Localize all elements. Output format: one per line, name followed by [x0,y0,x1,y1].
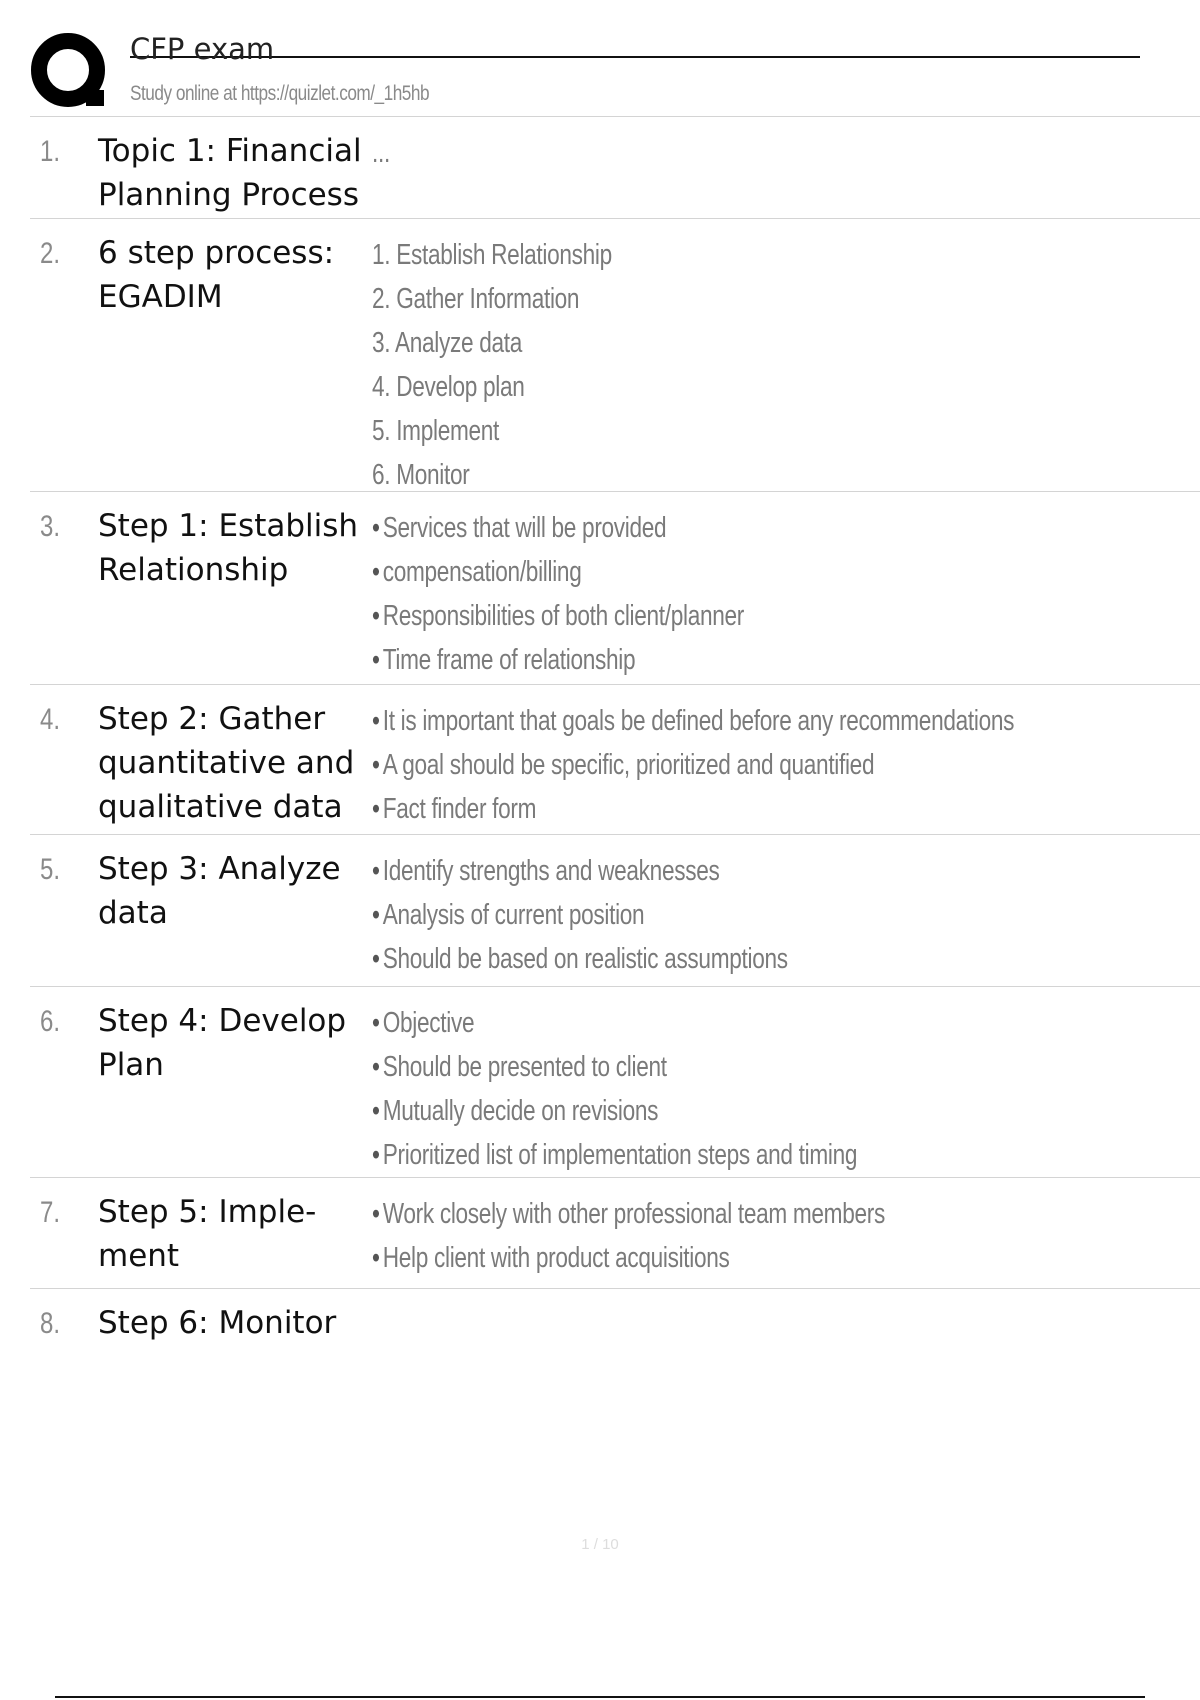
bullet-icon: • [372,644,380,676]
definition-text: Mutually decide on revisions [382,1095,659,1127]
definition-text: Time frame of relationship [382,644,636,676]
quizlet-q-logo-icon [30,32,110,112]
definition-text: 3. Analyze data [372,327,523,359]
header-rule [130,56,1140,58]
card-term: Step 4: Develop Plan [98,1003,347,1083]
definition-text: Responsibilities of both client/planner [382,600,745,632]
flashcard-row [30,117,1200,219]
flashcard-row [30,685,1200,835]
definition-line [372,1089,1019,1133]
card-definition [372,1001,1200,1177]
card-number: 1. [40,135,61,168]
footer-rule [55,1696,1145,1698]
card-term: Step 2: Gather quantitative and qualitative data [98,701,355,825]
card-definition [372,506,1200,682]
flashcard-row [30,219,1200,492]
bullet-icon: • [372,512,380,544]
bullet-icon: • [372,600,380,632]
card-definition [372,849,1200,981]
card-number: 4. [40,703,61,736]
bullet-icon: • [372,899,380,931]
card-number: 3. [40,510,61,543]
card-term: Step 3: Analyze data [98,851,341,931]
definition-line [372,937,1019,981]
card-definition [372,233,1200,497]
definition-text: 6. Monitor [372,459,470,491]
flashcard-row [30,1289,1200,1409]
definition-line [372,893,1019,937]
card-definition [372,131,1200,175]
bullet-icon: • [372,943,380,975]
definition-text: Services that will be provided [382,512,667,544]
definition-text: It is important that goals be defined before any recommendations [382,705,1015,737]
definition-line [372,365,1019,409]
bullet-icon: • [372,705,380,737]
definition-text: 5. Implement [372,415,500,447]
definition-line [372,787,1019,831]
card-number: 8. [40,1307,61,1340]
definition-line [372,233,1019,277]
card-term: Step 5: Imple- ment [98,1194,317,1274]
card-number: 2. [40,237,61,270]
bullet-icon: • [372,1242,380,1274]
definition-text: A goal should be specific, prioritized and quantified [382,749,875,781]
card-term: 6 step process: EGADIM [98,235,335,315]
definition-line [372,321,1019,365]
definition-line [372,453,1019,497]
definition-text: 2. Gather Information [372,283,580,315]
flashcard-row [30,492,1200,685]
definition-text: 1. Establish Relationship [372,239,612,271]
definition-line [372,1133,1019,1177]
bullet-icon: • [372,1198,380,1230]
definition-text: Should be based on realistic assumptions [382,943,788,975]
definition-line [372,743,1019,787]
definition-text: Should be presented to client [382,1051,667,1083]
definition-line [372,1045,1019,1089]
definition-text: Analysis of current position [382,899,645,931]
page-indicator: 1 / 10 [581,1536,619,1553]
definition-text: Help client with product acquisitions [382,1242,730,1274]
card-term: Step 1: Establish Relationship [98,508,359,588]
definition-line [372,1236,1019,1280]
bullet-icon: • [372,749,380,781]
definition-text: Objective [382,1007,475,1039]
flashcard-row [30,1178,1200,1289]
page-header [30,30,1140,116]
definition-text: Identify strengths and weaknesses [382,855,720,887]
definition-line [372,277,1019,321]
card-term: Step 6: Monitor [98,1305,337,1341]
card-number: 7. [40,1196,61,1229]
card-number: 5. [40,853,61,886]
definition-text: 4. Develop plan [372,371,525,403]
definition-line [372,550,1019,594]
definition-text: ... [372,137,390,169]
bullet-icon: • [372,793,380,825]
definition-line [372,638,1019,682]
bullet-icon: • [372,855,380,887]
flashcard-row [30,987,1200,1178]
flashcard-list [30,117,1200,1409]
definition-line [372,1001,1019,1045]
study-online-link-text: Study online at https://quizlet.com/_1h5hb [130,82,430,105]
bullet-icon: • [372,556,380,588]
card-definition [372,699,1200,831]
definition-text: compensation/billing [382,556,582,588]
card-definition [372,1192,1200,1280]
bullet-icon: • [372,1051,380,1083]
flashcard-row [30,835,1200,987]
definition-text: Fact finder form [382,793,537,825]
card-term: Topic 1: Financial Planning Process [98,133,362,213]
deck-title: CFP exam [130,32,275,66]
definition-line [372,699,1019,743]
definition-line [372,849,1019,893]
definition-line [372,594,1019,638]
definition-text: Prioritized list of implementation steps and timing [382,1139,858,1171]
definition-text: Work closely with other professional team members [382,1198,885,1230]
definition-line [372,1192,1019,1236]
bullet-icon: • [372,1095,380,1127]
definition-line [372,506,1019,550]
bullet-icon: • [372,1139,380,1171]
definition-line [372,409,1019,453]
bullet-icon: • [372,1007,380,1039]
card-number: 6. [40,1005,61,1038]
definition-line [372,131,1019,175]
